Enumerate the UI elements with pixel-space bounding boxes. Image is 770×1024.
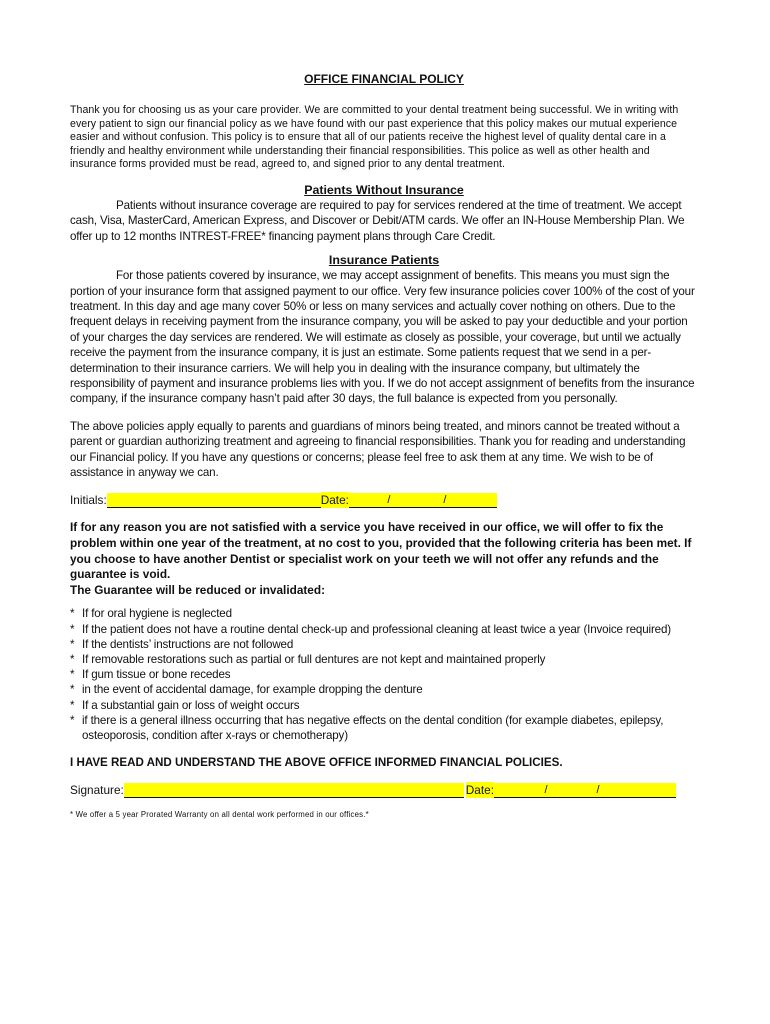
signature-row [70,782,698,798]
list-item: * If removable restorations such as partial or full dentures are not kept and maintained properly [70,653,546,667]
date-label: Date: [465,783,494,798]
signature-label: Signature: [70,783,124,798]
list-item: * If the dentists’ instructions are not followed [70,637,294,651]
signature-date-year-field[interactable] [602,783,676,798]
policy-document [70,72,698,820]
guarantee-paragraph: If for any reason you are not satisfied with a service you have received in our office, we will offer to fix the problem within one year of the treatment, at no cost to you, provided that the following criteria has been met. If you choose to have another Dentist or specialist work on your teeth we will not offer any refunds and the guarantee is void. [70,520,692,582]
minors-paragraph: The above policies apply equally to parents and guardians of minors being treated, and minors cannot be treated without a parent or guardian authorizing treatment and agreeing to financial responsibilities. Thank you for reading and understanding our Financial policy. If you have any questions or concerns; please feel free to ask them at any time. We wish to be of assistance in anyway we can. [70,419,686,480]
date-label: Date: [320,493,349,508]
signature-field[interactable] [124,783,464,798]
signature-date-day-field[interactable] [550,783,594,798]
no-insurance-heading: Patients Without Insurance [304,182,464,197]
intro-paragraph: Thank you for choosing us as your care provider. We are committed to your dental treatment being successful. We in writing with every patient to sign our financial policy as we have found with our past experience that this policy makes our mutual experience easier and without confusion. This policy is to ensure that all of our patients receive the highest level of quality dental care in a friendly and healthy environment while understanding their financial responsibilities. This police as well as other health and insurance forms provided must be read, agreed to, and signed prior to any dental treatment. [70,104,679,171]
initials-field[interactable] [107,493,321,508]
list-item: * If a substantial gain or loss of weight occurs [70,698,300,712]
guarantee-reduced-heading: The Guarantee will be reduced or invalidated: [70,582,326,597]
list-item: * if there is a general illness occurring that has negative effects on the dental condition (for example diabetes, epilepsy, osteoporosis, condition after x-rays or chemotherapy) [70,713,664,743]
date-slash: / [441,493,449,508]
list-item: * If gum tissue or bone recedes [70,668,231,682]
initials-row [70,492,698,508]
insurance-paragraph: For those patients covered by insurance, we may accept assignment of benefits. This means you must sign the portion of your insurance form that assigned payment to our office. Very few insurance policies cover 100% of the cost of your treatment. In this day and age many cover 50% or less on many services and actually cover nothing on others. Due to the frequent delays in receiving payment from the insurance company, you will be asked to pay your deductible and your portion of your charges the day services are rendered. We will estimate as closely as possible, your coverage, but until we actually receive the payment from the insurance company, it is just an estimate. Some patients request that we send in a per-determination to their insurance carriers. We will help you in dealing with the insurance company, but ultimately the responsibility of payment and insurance problems lies with you. If we do not accept assignment of benefits from the insurance company, if the insurance company hasn’t paid after 30 days, the full balance is expected from you personally. [70,269,695,406]
conditions-list [70,606,698,743]
date-slash: / [385,493,393,508]
insurance-heading: Insurance Patients [328,253,440,268]
list-item: * If the patient does not have a routine dental check-up and professional cleaning at least twice a year (Invoice required) [70,622,671,636]
signature-date-month-field[interactable] [494,783,542,798]
page-title: OFFICE FINANCIAL POLICY [304,72,464,86]
date-slash: / [542,783,550,798]
initials-label: Initials: [70,493,107,508]
list-item: * in the event of accidental damage, for example dropping the denture [70,683,423,697]
no-insurance-paragraph: Patients without insurance coverage are required to pay for services rendered at the time of treatment. We accept cash, Visa, MasterCard, American Express, and Discover or Debit/ATM cards. We offer an IN-House Membership Plan. We offer up to 12 months INTREST-FREE* financing payment plans through Care Credit. [70,198,685,243]
footnote: * We offer a 5 year Prorated Warranty on all dental work performed in our offices.* [70,810,369,820]
date-slash: / [594,783,602,798]
list-item: * If for oral hygiene is neglected [70,607,232,621]
initials-date-year-field[interactable] [449,493,497,508]
initials-date-month-field[interactable] [349,493,385,508]
acknowledgement-statement: I HAVE READ AND UNDERSTAND THE ABOVE OFFICE INFORMED FINANCIAL POLICIES. [70,756,563,770]
initials-date-day-field[interactable] [393,493,441,508]
